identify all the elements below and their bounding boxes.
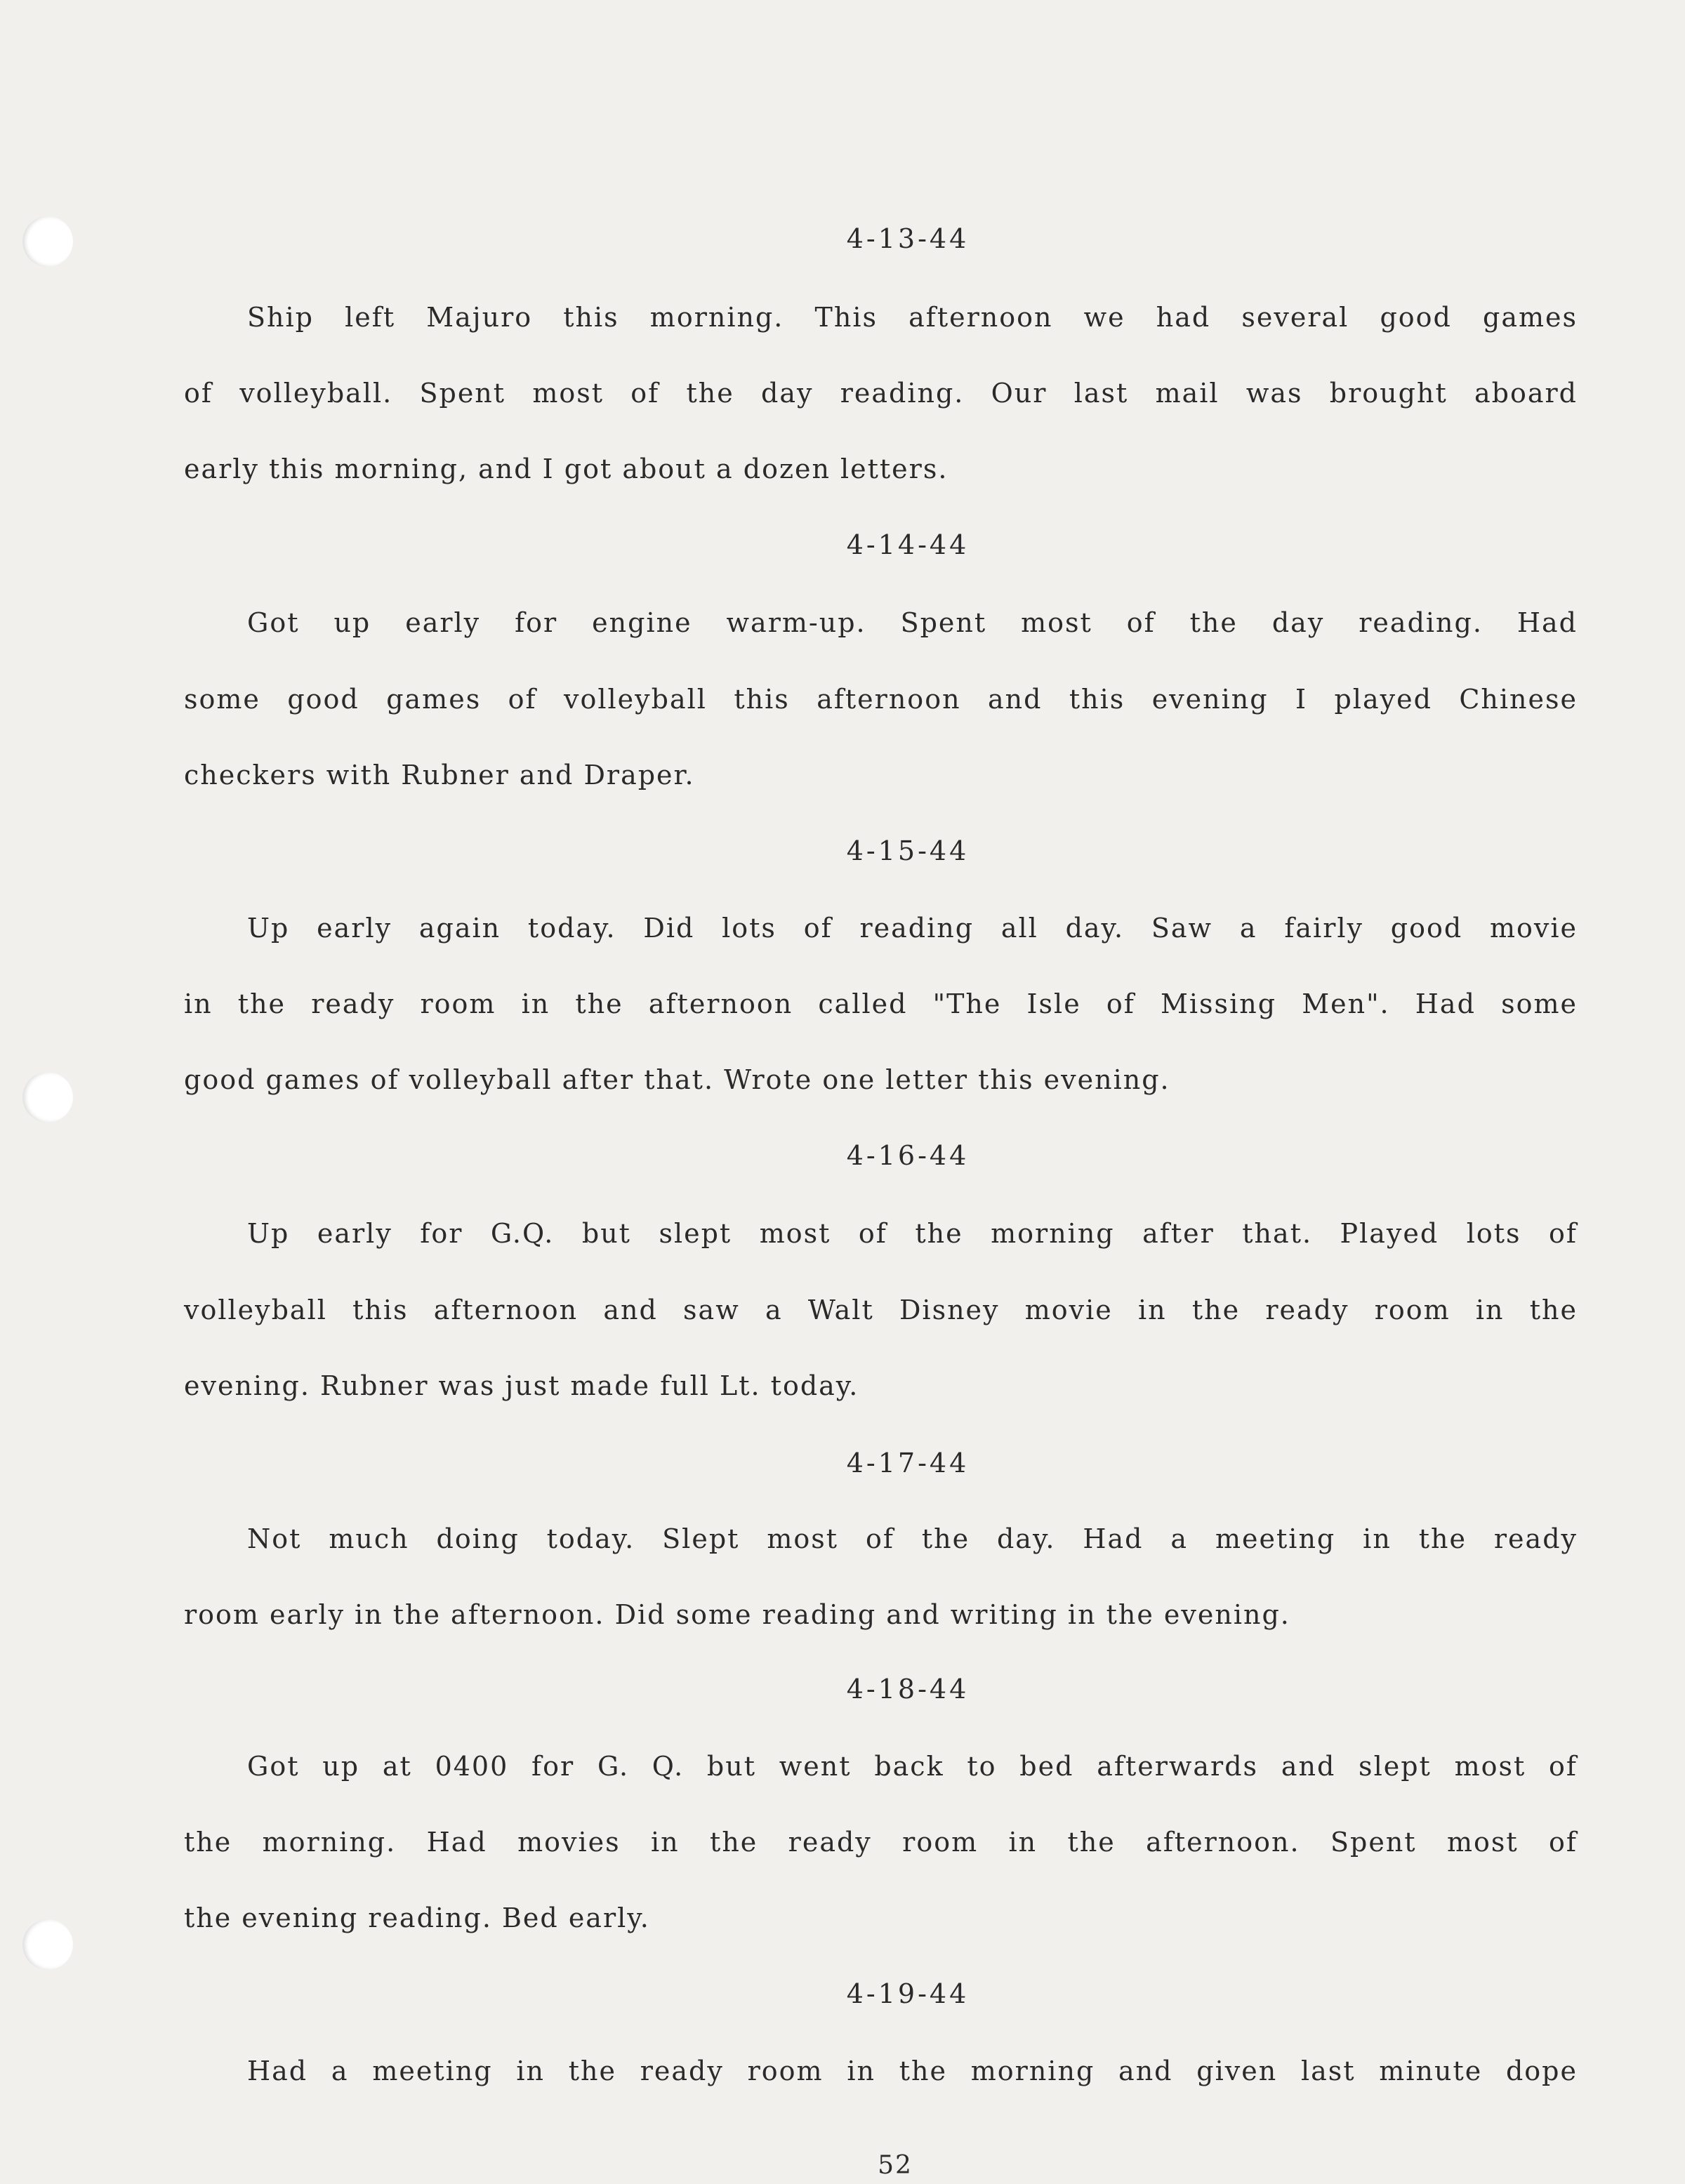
- binder-hole-bottom: [22, 1919, 73, 1970]
- entry-date: 4-16-44: [846, 1140, 970, 1171]
- binder-hole-middle: [22, 1072, 73, 1123]
- entry-text-line: of volleyball. Spent most of the day reading. Our last mail was brought aboard: [184, 378, 1578, 409]
- entry-text-line: room early in the afternoon. Did some reading and writing in the evening.: [184, 1599, 1290, 1630]
- page-number: 52: [878, 2151, 913, 2180]
- entry-text-line: Had a meeting in the ready room in the morning and given last minute dope: [247, 2056, 1578, 2086]
- entry-text-line: Up early for G.Q. but slept most of the morning after that. Played lots of: [247, 1218, 1578, 1249]
- entry-text-line: Got up at 0400 for G. Q. but went back to bed afterwards and slept most of: [247, 1751, 1578, 1782]
- entry-text-line: Got up early for engine warm-up. Spent most of the day reading. Had: [247, 607, 1578, 638]
- entry-date: 4-18-44: [846, 1674, 970, 1705]
- entry-text-line: the morning. Had movies in the ready room in the afternoon. Spent most of: [184, 1827, 1578, 1858]
- entry-text-line: Ship left Majuro this morning. This afternoon we had several good games: [247, 302, 1578, 333]
- entry-date: 4-13-44: [846, 223, 970, 254]
- entry-text-line: evening. Rubner was just made full Lt. today.: [184, 1370, 859, 1401]
- entry-text-line: volleyball this afternoon and saw a Walt Disney movie in the ready room in the: [184, 1295, 1578, 1325]
- entry-date: 4-19-44: [846, 1978, 970, 2009]
- entry-text-line: Not much doing today. Slept most of the day. Had a meeting in the ready: [247, 1523, 1578, 1554]
- entry-text-line: the evening reading. Bed early.: [184, 1902, 650, 1933]
- entry-text-line: in the ready room in the afternoon called "The Isle of Missing Men". Had some: [184, 988, 1578, 1019]
- entry-text-line: Up early again today. Did lots of reading all day. Saw a fairly good movie: [247, 913, 1578, 944]
- entry-text-line: good games of volleyball after that. Wrote one letter this evening.: [184, 1064, 1170, 1095]
- entry-date: 4-15-44: [846, 835, 970, 866]
- entry-text-line: early this morning, and I got about a dozen letters.: [184, 454, 949, 484]
- entry-date: 4-14-44: [846, 529, 970, 560]
- entry-text-line: some good games of volleyball this afternoon and this evening I played Chinese: [184, 684, 1578, 715]
- entry-date: 4-17-44: [846, 1448, 970, 1478]
- entry-text-line: checkers with Rubner and Draper.: [184, 760, 695, 790]
